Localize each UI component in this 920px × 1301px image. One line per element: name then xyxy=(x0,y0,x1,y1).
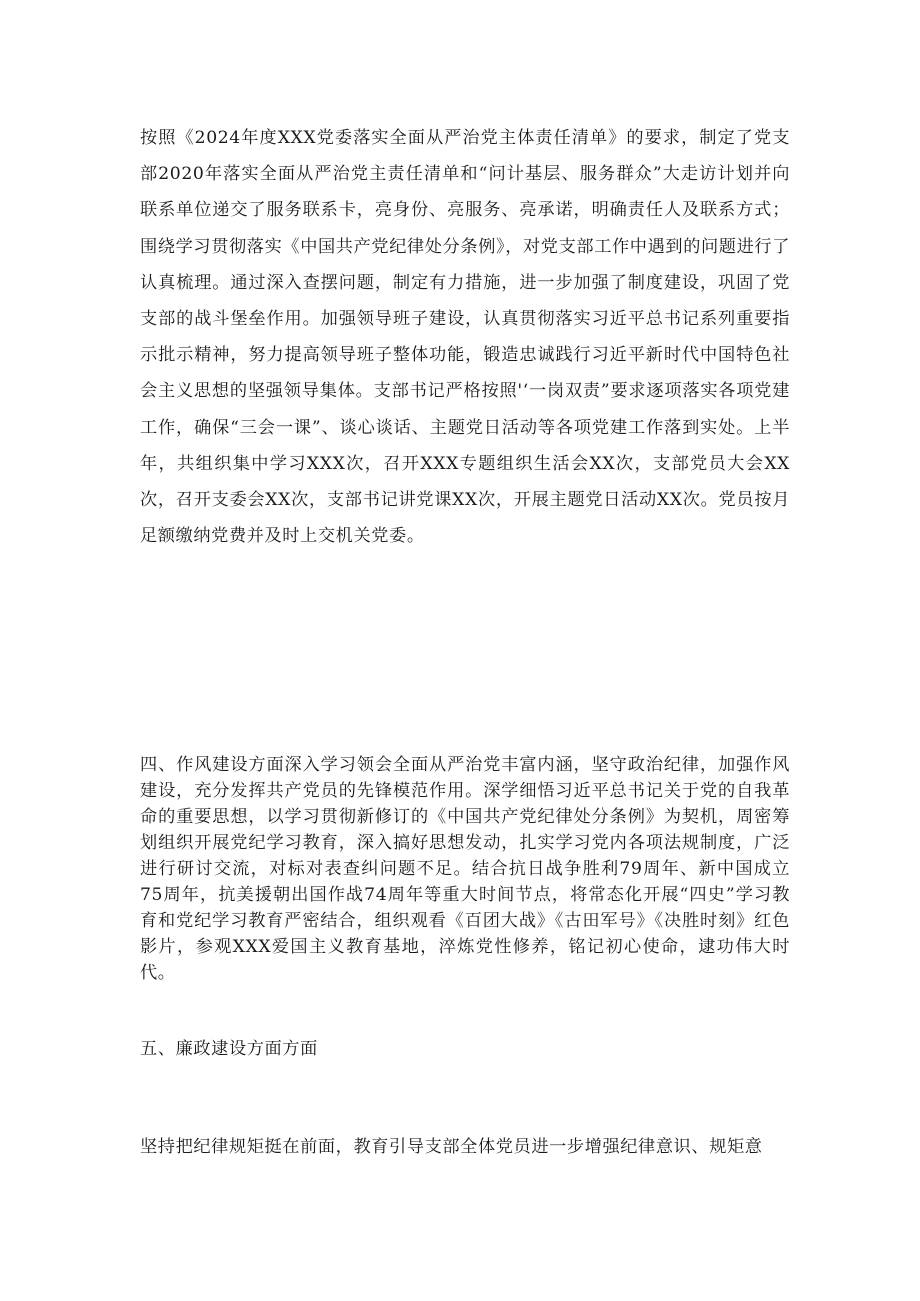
section-4-work-style: 四、作风建设方面深入学习领会全面从严治党丰富内涵，坚守政治纪律，加强作风建设，充分发挥共产党员的先锋模范作用。深学细悟习近平总书记关于党的自我革命的重要思想，以学习贯彻新修订的《中国共产党纪律处分条例》为契机，周密筹划组织开展党纪学习教育，深入搞好思想发动，扎实学习党内各项法规制度，广泛进行研讨交流，对标对表查纠问题不足。结合抗日战争胜利79周年、新中国成立75周年，抗美援朝出国作战74周年等重大时间节点，将常态化开展“四史”学习教育和党纪学习教育严密结合，组织观看《百团大战》《古田军号》《决胜时刻》红色影片，参观XXX爱国主义教育基地，淬炼党性修养，铭记初心使命，逮功伟大时代。 xyxy=(140,755,790,983)
paragraph-discipline: 坚持把纪律规矩挺在前面，教育引导支部全体党员进一步增强纪律意识、规矩意 xyxy=(140,1137,763,1157)
section-5-heading: 五、廉政逮设方面方面 xyxy=(140,1039,318,1059)
paragraph-party-branch-work: 按照《2024年度XXX党委落实全面从严治党主体责任清单》的要求，制定了党支部2020年落实全面从严治党主责任清单和“问计基层、服务群众”大走访计划并向联系单位递交了服务联系卡，亮身份、亮服务、亮承诺，明确责任人及联系方式；围绕学习贯彻落实《中国共产党纪律处分条例》，对党支部工作中遇到的问题进行了认真梳理。通过深入查摆问题，制定有力措施，进一步加强了制度建设，巩固了党支部的战斗堡垒作用。加强领导班子建设，认真贯彻落实习近平总书记系列重要指示批示精神，努力提高领导班子整体功能，锻造忠诚践行习近平新时代中国特色社会主义思想的坚强领导集体。支部书记严格按照'‘一岗双责”要求逐项落实各项党建工作，确保“三会一课”、谈心谈话、主题党日活动等各项党建工作落到实处。上半年，共组织集中学习XXX次，召开XXX专题组织生活会XX次，支部党员大会XX次，召开支委会XX次，支部书记讲党课XX次，开展主题党日活动XX次。党员按月足额缴纳党费并及时上交机关党委。 xyxy=(140,128,790,547)
